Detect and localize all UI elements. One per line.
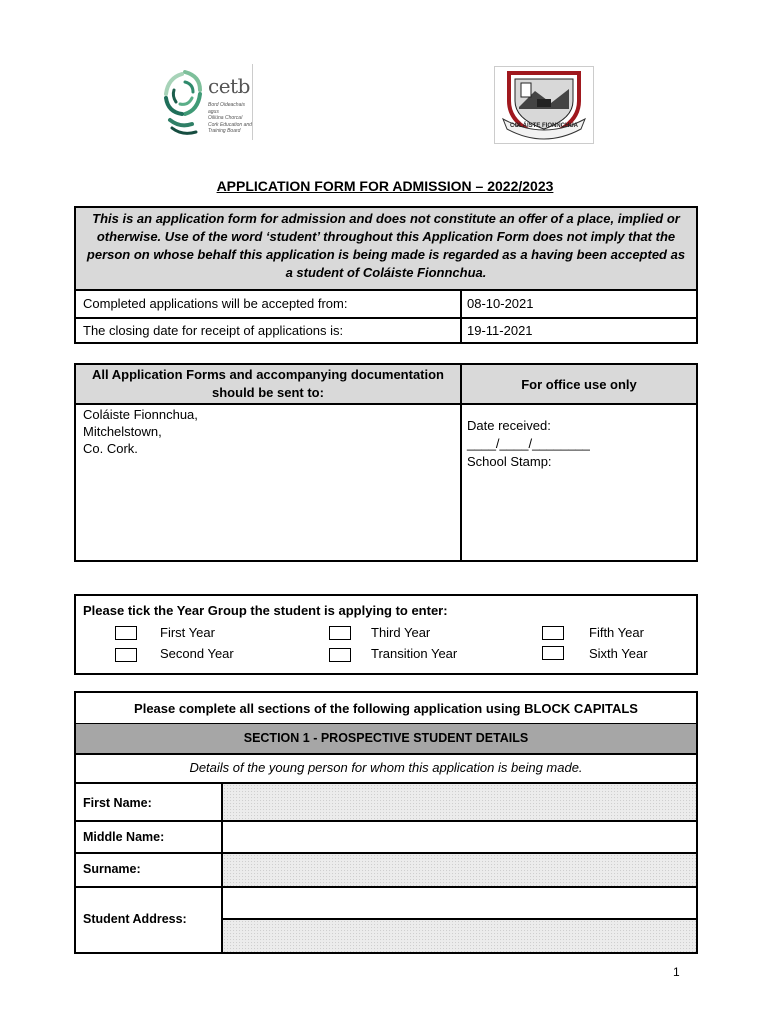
middle-name-label: Middle Name: [83,830,165,844]
year-group-box [74,594,698,675]
row-divider [76,289,696,291]
student-address-label: Student Address: [83,912,187,926]
block-capitals-instruction: Please complete all sections of the following application using BLOCK CAPITALS [134,701,638,716]
fifth-year-label: Fifth Year [589,625,644,640]
col-divider [460,289,462,342]
third-year-checkbox[interactable] [329,626,351,640]
page-number: 1 [673,965,680,979]
col-divider [460,365,462,560]
first-name-input[interactable] [223,784,696,820]
address-line: Mitchelstown, [83,424,162,439]
first-year-checkbox[interactable] [115,626,137,640]
date-received-label: Date received: [467,418,551,433]
address-line: Coláiste Fionnchua, [83,407,198,422]
first-name-label: First Name: [83,796,152,810]
cetb-wordmark: cetb [208,74,250,98]
section1-table [74,691,698,954]
date-received-blank[interactable]: ____/____/________ [467,436,590,451]
address-office-table [74,363,698,562]
disclaimer-table [74,206,698,344]
address-heading: All Application Forms and accompanying documentation should be sent to: [92,367,444,400]
sixth-year-label: Sixth Year [589,646,648,661]
cetb-subtitle: Bord Oideachais agus Oiliúna Chorcaí Cork Education and Training Board [208,102,252,134]
crest-scroll-text: COLÁISTE FIONNCHUA [510,123,578,129]
row-divider [76,753,696,755]
closing-label: The closing date for receipt of applications is: [83,323,344,338]
school-crest [494,66,594,144]
row-divider [76,317,696,319]
second-year-label: Second Year [160,646,234,661]
transition-year-label: Transition Year [371,646,458,661]
accepted-date: 08-10-2021 [467,296,534,311]
cetb-logo [160,62,255,142]
cetb-swirl-icon [160,62,210,140]
crest-shield-icon [495,67,593,143]
year-group-heading: Please tick the Year Group the student is applying to enter: [83,603,448,618]
address-line: Co. Cork. [83,441,138,456]
surname-label: Surname: [83,862,141,876]
school-stamp-label: School Stamp: [467,454,552,469]
sixth-year-checkbox[interactable] [542,646,564,660]
disclaimer-text: This is an application form for admission and does not constitute an offer of a place, implied or otherwise. Use of the word ‘student’ throughout this Application Form does not imply that the person on whose behalf this application is being made is regarded as a having been accepted as a student of Coláiste Fionnchua. [86,211,686,280]
first-year-label: First Year [160,625,215,640]
form-title: APPLICATION FORM FOR ADMISSION – 2022/2023 [216,178,554,194]
student-address-input-line2[interactable] [223,920,696,952]
section1-heading: SECTION 1 - PROSPECTIVE STUDENT DETAILS [243,731,529,745]
office-use-heading: For office use only [521,377,637,392]
cetb-logo-divider [252,64,253,140]
second-year-checkbox[interactable] [115,648,137,662]
transition-year-checkbox[interactable] [329,648,351,662]
row-divider [76,403,696,405]
closing-date: 19-11-2021 [467,323,533,338]
student-address-input-line1[interactable] [223,888,696,918]
accepted-label: Completed applications will be accepted from: [83,296,348,311]
fifth-year-checkbox[interactable] [542,626,564,640]
third-year-label: Third Year [371,625,431,640]
surname-input[interactable] [223,854,696,886]
office-use-fields [467,417,590,471]
school-address [83,406,198,457]
middle-name-input[interactable] [223,822,696,852]
section1-subheading: Details of the young person for whom this application is being made. [189,760,583,775]
